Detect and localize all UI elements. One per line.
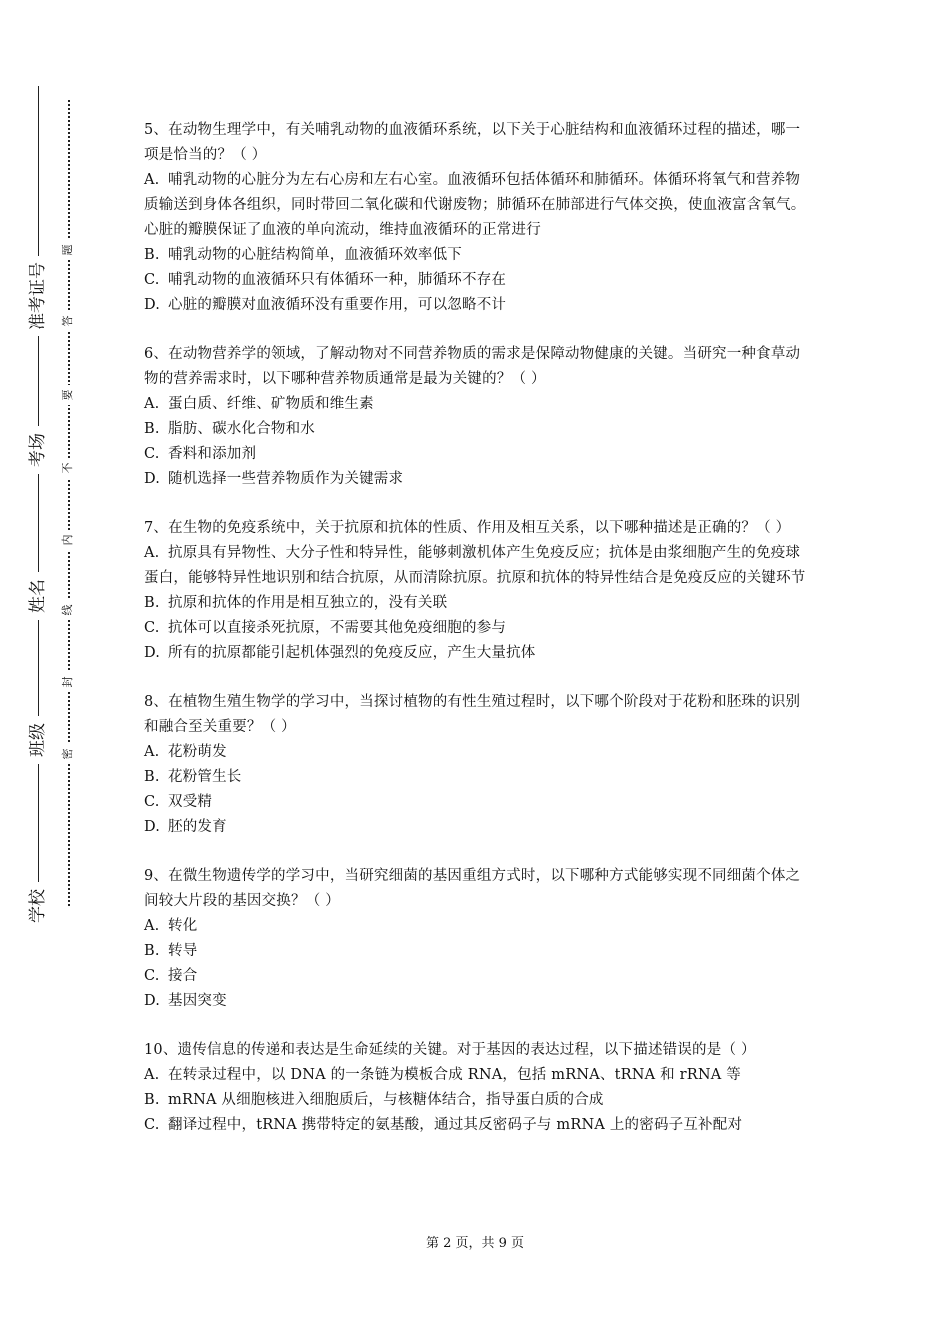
option-d: D. 心脏的瓣膜对血液循环没有重要作用，可以忽略不计 [144,297,507,313]
option-a: A. 花粉萌发 [144,744,227,760]
option-c: C. 双受精 [144,794,213,810]
question-10 [144,1038,814,1138]
option-d: D. 所有的抗原都能引起机体强烈的免疫反应，产生大量抗体 [144,645,536,661]
seal-char: 要 [58,385,78,405]
option-b: B. 哺乳动物的心脏结构简单，血液循环效率低下 [144,247,462,263]
option-c: C. 翻译过程中，tRNA 携带特定的氨基酸，通过其反密码子与 mRNA 上的密码子互补配对 [144,1117,743,1133]
option-c: C. 抗体可以直接杀死抗原，不需要其他免疫细胞的参与 [144,620,507,636]
option-b: B. mRNA 从细胞核进入细胞质后，与核糖体结合，指导蛋白质的合成 [144,1092,604,1108]
seal-char: 内 [58,530,78,550]
question-stem: 8、在植物生殖生物学的学习中，当探讨植物的有性生殖过程时，以下哪个阶段对于花粉和胚珠的识别和融合至关重要？（ ） [144,694,801,735]
seal-char: 封 [58,672,78,692]
question-stem: 6、在动物营养学的领域，了解动物对不同营养物质的需求是保障动物健康的关键。当研究一种食草动物的营养需求时，以下哪种营养物质通常是最为关键的？（ ） [144,346,801,387]
seal-char: 答 [58,311,78,331]
question-5 [144,118,814,318]
option-a: A. 哺乳动物的心脏分为左右心房和左右心室。血液循环包括体循环和肺循环。体循环将氧气和营养物质输送到身体各组织，同时带回二氧化碳和代谢废物；肺循环在肺部进行气体交换，使血液富含氧气。心脏的瓣膜保证了血液的单向流动，维持血液循环的正常进行 [144,172,806,238]
option-a: A. 转化 [144,918,198,934]
field-label-exam-room: 考场 [20,426,56,474]
field-label-name: 姓名 [20,572,56,620]
question-9 [144,864,814,1014]
field-label-school: 学校 [20,882,56,930]
binding-margin [0,0,110,1344]
seal-char: 密 [58,744,78,764]
option-a: A. 抗原具有异物性、大分子性和特异性，能够刺激机体产生免疫反应；抗体是由浆细胞产生的免疫球蛋白，能够特异性地识别和结合抗原，从而清除抗原。抗原和抗体的特异性结合是免疫反应的关键环节 [144,545,806,586]
option-d: D. 基因突变 [144,993,227,1009]
option-b: B. 转导 [144,943,198,959]
field-label-class: 班级 [20,716,56,764]
question-stem: 5、在动物生理学中，有关哺乳动物的血液循环系统，以下关于心脏结构和血液循环过程的描述，哪一项是恰当的？（ ） [144,122,801,163]
question-8 [144,690,814,840]
option-a: A. 在转录过程中，以 DNA 的一条链为模板合成 RNA，包括 mRNA、tRNA 和 rRNA 等 [144,1067,741,1083]
option-d: D. 胚的发育 [144,819,227,835]
question-6 [144,342,814,492]
question-list [144,118,814,1162]
option-a: A. 蛋白质、纤维、矿物质和维生素 [144,396,374,412]
page-footer: 第 2 页，共 9 页 [425,1236,525,1251]
option-d: D. 随机选择一些营养物质作为关键需求 [144,471,404,487]
seal-char: 不 [58,458,78,478]
question-stem: 7、在生物的免疫系统中，关于抗原和抗体的性质、作用及相互关系，以下哪种描述是正确的？（ ） [144,520,791,536]
binding-solid-line [38,86,39,921]
field-label-exam-number: 准考证号 [20,256,56,336]
option-b: B. 脂肪、碳水化合物和水 [144,421,315,437]
option-c: C. 哺乳动物的血液循环只有体循环一种，肺循环不存在 [144,272,507,288]
binding-dotted-line [68,100,70,906]
option-b: B. 花粉管生长 [144,769,242,785]
seal-char: 题 [58,240,78,260]
option-c: C. 香料和添加剂 [144,446,257,462]
option-c: C. 接合 [144,968,198,984]
question-7 [144,516,814,666]
question-stem: 10、遗传信息的传递和表达是生命延续的关键。对于基因的表达过程，以下描述错误的是（ ） [144,1042,756,1058]
question-stem: 9、在微生物遗传学的学习中，当研究细菌的基因重组方式时，以下哪种方式能够实现不同细菌个体之间较大片段的基因交换？（ ） [144,868,801,909]
seal-char: 线 [58,600,78,620]
option-b: B. 抗原和抗体的作用是相互独立的，没有关联 [144,595,448,611]
